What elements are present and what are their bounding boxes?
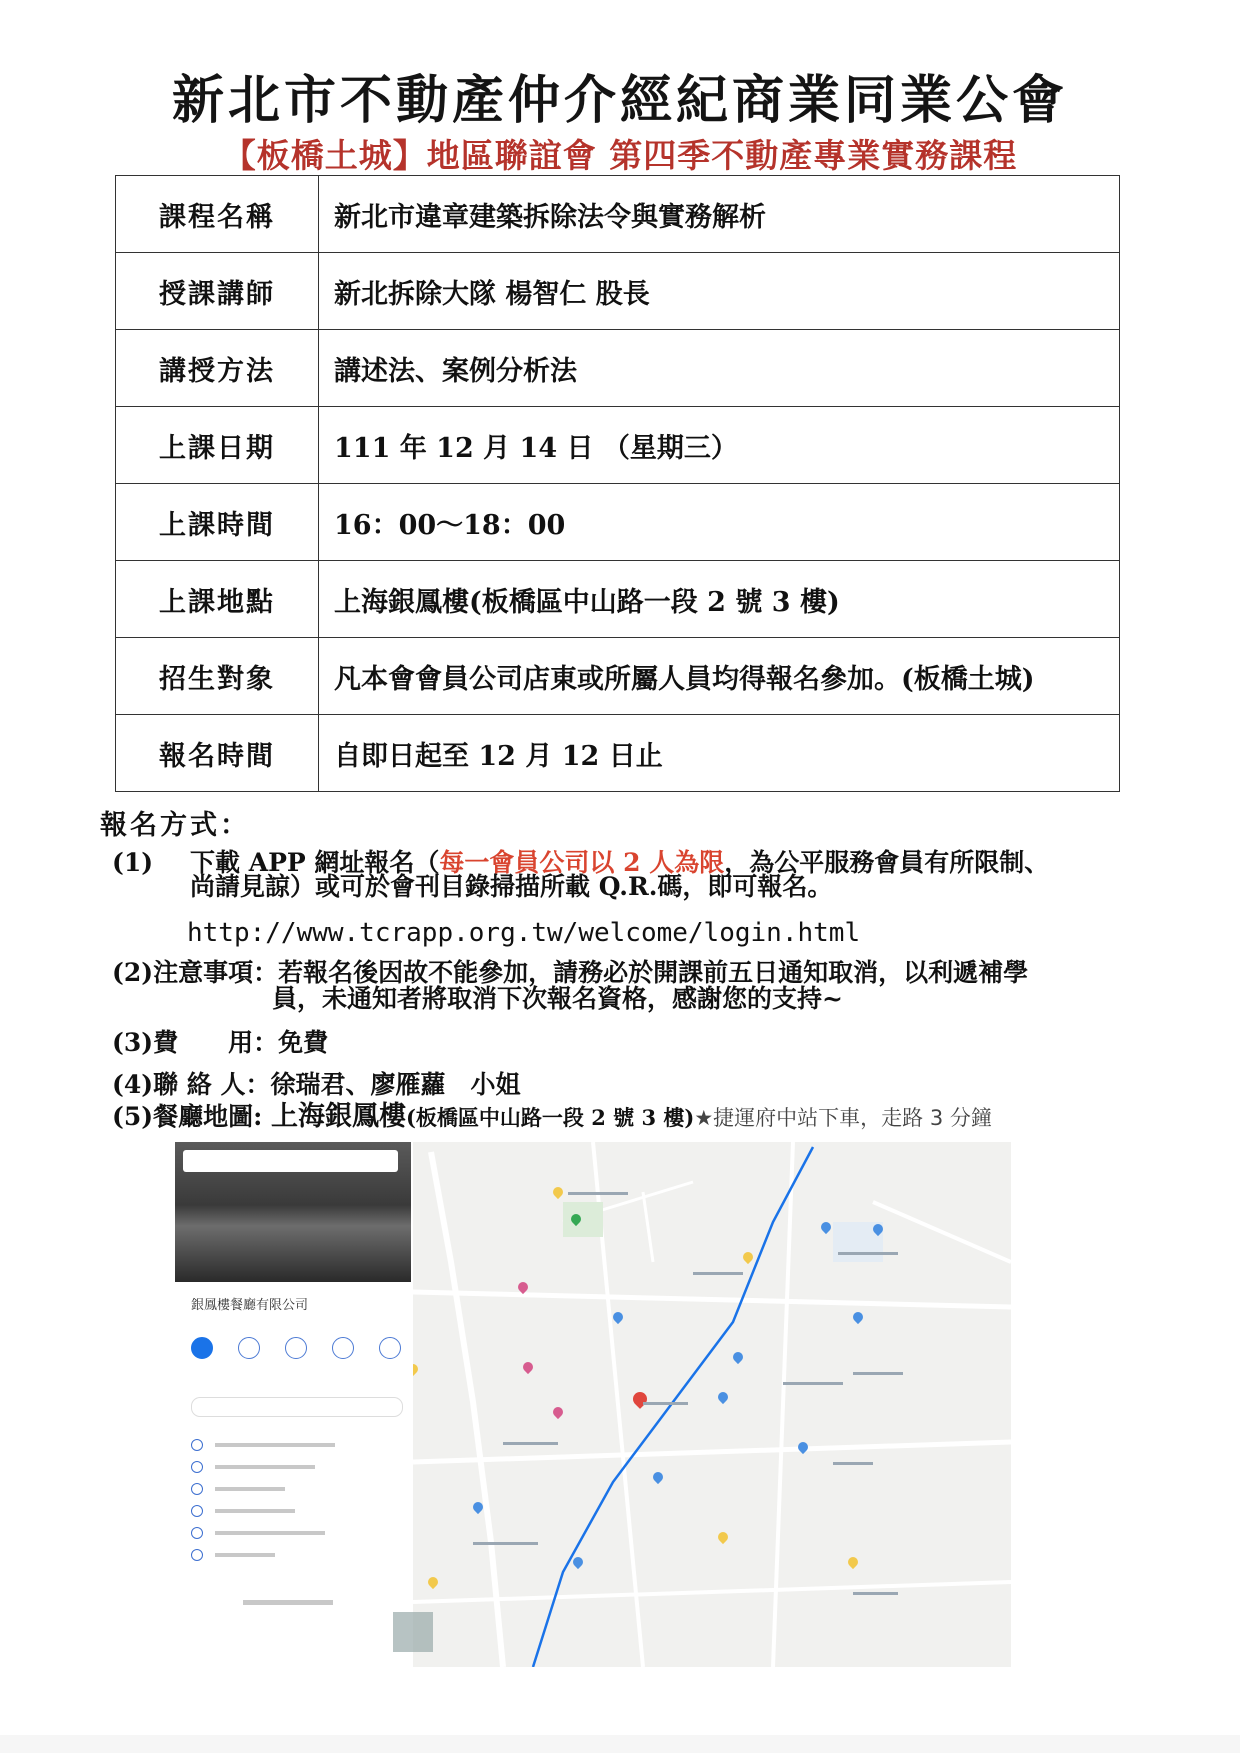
- directions-icon[interactable]: [191, 1337, 213, 1359]
- phone-row: [191, 1508, 381, 1516]
- map-thumbnail[interactable]: [393, 1612, 433, 1652]
- restaurant-name: 銀鳳樓餐廳有限公司: [191, 1298, 309, 1313]
- page-footer-strip: [0, 1735, 1240, 1753]
- map-label: [853, 1592, 898, 1595]
- document-title: 新北市不動產仲介經紀商業同業公會: [171, 70, 1068, 131]
- row-value: 新北市違章建築拆除法令與實務解析: [319, 176, 1120, 253]
- globe-icon: [191, 1483, 203, 1495]
- restaurant-map[interactable]: [173, 1142, 1011, 1667]
- restaurant-place: 上海銀鳳樓: [271, 1101, 406, 1132]
- limit-highlight: 每一會員公司以 2 人為限: [439, 848, 725, 877]
- row-value: 16：00～18：00: [319, 484, 1120, 561]
- map-label: [853, 1372, 903, 1375]
- map-label: [833, 1462, 873, 1465]
- restaurant-photo: [175, 1142, 411, 1282]
- registration-item-4: [112, 1070, 521, 1100]
- place-search-pill[interactable]: [191, 1397, 403, 1417]
- row-value: 111 年 12 月 14 日 （星期三）: [319, 407, 1120, 484]
- item-label: 注意事項：: [153, 958, 279, 987]
- row-label: 上課地點: [116, 561, 319, 638]
- document-subtitle: 【板橋土城】地區聯誼會 第四季不動產專業實務課程: [222, 136, 1018, 175]
- registration-item-1: [112, 848, 153, 878]
- item-label: 聯 絡 人：: [153, 1070, 271, 1099]
- registration-heading: 報名方式：: [100, 810, 250, 841]
- clock-icon: [191, 1461, 203, 1473]
- row-label: 上課時間: [116, 484, 319, 561]
- item-number: (2): [112, 958, 154, 987]
- row-value: 凡本會會員公司店東或所屬人員均得報名參加。(板橋土城): [319, 638, 1120, 715]
- row-label: 上課日期: [116, 407, 319, 484]
- registration-item-1-line2: 尚請見諒）或可於會刊目錄掃描所載 Q.R.碼，即可報名。: [190, 872, 833, 901]
- location-icon: [191, 1439, 203, 1451]
- nearby-icon[interactable]: [285, 1337, 307, 1359]
- map-label: [643, 1402, 688, 1405]
- registration-item-5: [112, 1102, 1212, 1133]
- map-label: [783, 1382, 843, 1385]
- item-number: (1): [112, 848, 154, 877]
- table-row: [116, 253, 1120, 330]
- row-label: 招生對象: [116, 638, 319, 715]
- plus-code-row: [191, 1530, 381, 1538]
- send-to-phone-icon[interactable]: [332, 1337, 354, 1359]
- item-label: 費 用：: [153, 1028, 279, 1057]
- item-number: (5): [112, 1102, 154, 1131]
- website-row: [191, 1486, 381, 1494]
- row-label: 報名時間: [116, 715, 319, 792]
- map-label: [503, 1442, 558, 1445]
- map-label: [838, 1252, 898, 1255]
- shield-icon: [191, 1549, 203, 1561]
- item-number: (3): [112, 1028, 154, 1057]
- place-actions: [191, 1337, 401, 1359]
- item-text: 若報名後因故不能參加，請務必於開課前五日通知取消，以利遞補學: [278, 958, 1029, 987]
- map-label: [473, 1542, 538, 1545]
- row-value: 新北拆除大隊 楊智仁 股長: [319, 253, 1120, 330]
- claim-row: [191, 1552, 381, 1560]
- map-label: [693, 1272, 743, 1275]
- registration-item-3: [112, 1028, 328, 1058]
- table-row: [116, 484, 1120, 561]
- item-text: 下載 APP 網址報名（: [190, 848, 440, 877]
- registration-url-link[interactable]: http://www.tcrapp.org.tw/welcome/login.html: [187, 918, 861, 948]
- table-row: [116, 176, 1120, 253]
- row-label: 課程名稱: [116, 176, 319, 253]
- map-search-bar[interactable]: [183, 1150, 398, 1172]
- phone-icon: [191, 1505, 203, 1517]
- row-label: 授課講師: [116, 253, 319, 330]
- row-value: 自即日起至 12 月 12 日止: [319, 715, 1120, 792]
- restaurant-address: (板橋區中山路一段 2 號 3 樓): [406, 1105, 695, 1130]
- row-value: 上海銀鳳樓(板橋區中山路一段 2 號 3 樓): [319, 561, 1120, 638]
- suggest-edit-link[interactable]: [243, 1600, 333, 1605]
- row-value: 講述法、案例分析法: [319, 330, 1120, 407]
- save-icon[interactable]: [238, 1337, 260, 1359]
- address-row: [191, 1442, 381, 1450]
- share-icon[interactable]: [379, 1337, 401, 1359]
- plus-code-icon: [191, 1527, 203, 1539]
- map-place-panel: [173, 1142, 413, 1667]
- contact-value: 徐瑞君、廖雁蘿 小姐: [270, 1070, 521, 1099]
- transit-note: ★捷運府中站下車，走路 3 分鐘: [694, 1106, 992, 1130]
- hours-row: [191, 1464, 381, 1472]
- course-info-table: [115, 175, 1120, 792]
- table-row: [116, 407, 1120, 484]
- table-row: [116, 561, 1120, 638]
- item-text: ，為公平服務會員有所限制、: [724, 848, 1050, 877]
- row-label: 講授方法: [116, 330, 319, 407]
- table-row: [116, 638, 1120, 715]
- item-label: 餐廳地圖:: [153, 1102, 271, 1131]
- map-label: [568, 1192, 628, 1195]
- item-number: (4): [112, 1070, 154, 1099]
- table-row: [116, 330, 1120, 407]
- registration-item-2-line2: 員，未通知者將取消下次報名資格，感謝您的支持~: [272, 984, 843, 1013]
- fee-value: 免費: [278, 1028, 329, 1057]
- table-row: [116, 715, 1120, 792]
